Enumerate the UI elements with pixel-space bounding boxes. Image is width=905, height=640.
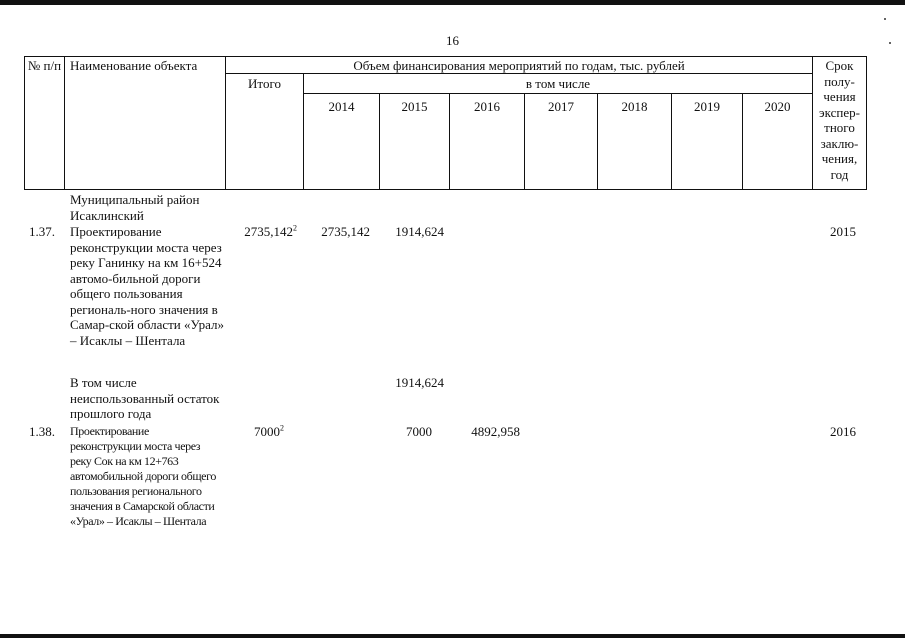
header-object-name: Наименование объекта (70, 58, 198, 73)
row-138-2016: 4892,958 (471, 424, 520, 439)
header-deadline: Срок полу-чения экспер-тного заклю-чения, год (819, 58, 860, 182)
sub-row-name: В том числе неиспользованный остаток прошлого года (70, 375, 220, 421)
header-number: № п/п (27, 58, 62, 73)
header-year-2015: 2015 (401, 99, 428, 114)
sub-row-2015: 1914,624 (395, 375, 444, 390)
row-138-total: 7000$^2$ (254, 423, 284, 439)
row-137-total-note: 2 (293, 223, 297, 233)
row-137-number: 1.37. (29, 224, 55, 239)
bottom-border-rule (0, 634, 905, 638)
header-year-2018: 2018 (621, 99, 648, 114)
row-138-name: Проектирование реконструкции моста через реку Сок на км 12+763 автомобильной дороги общего пользования регионального значения в Самарской области «Урал» – Исаклы – Шентала (70, 424, 216, 528)
header-year-2020: 2020 (764, 99, 791, 114)
row-137-2014: 2735,142 (321, 224, 370, 239)
header-funding: Объем финансирования мероприятий по годам, тыс. рублей (353, 58, 685, 73)
row-138-deadline: 2016 (830, 424, 856, 439)
row-138-total-note: 2 (280, 423, 284, 433)
row-137-name: Проектирование реконструкции моста через реку Ганинку на км 16+524 автомо-бильной дороги общего пользования региональ-ного значения в Самар-ской области «Урал» – Исаклы – Шентала (70, 224, 224, 348)
district-heading: Муниципальный район Исаклинский (70, 192, 200, 223)
top-border-rule (0, 0, 905, 5)
scan-speck (884, 18, 886, 20)
row-138-2015: 7000 (406, 424, 432, 439)
header-year-2019: 2019 (694, 99, 720, 114)
row-137-2015: 1914,624 (395, 224, 444, 239)
header-year-2014: 2014 (328, 99, 355, 114)
header-year-2016: 2016 (474, 99, 500, 114)
row-138-number: 1.38. (29, 424, 55, 439)
header-year-2017: 2017 (548, 99, 574, 114)
header-total: Итого (248, 76, 281, 91)
row-137-total: 2735,142$^2$ (244, 223, 297, 239)
row-137-deadline: 2015 (830, 224, 856, 239)
page-number: 16 (446, 33, 459, 48)
header-including: в том числе (525, 76, 591, 91)
